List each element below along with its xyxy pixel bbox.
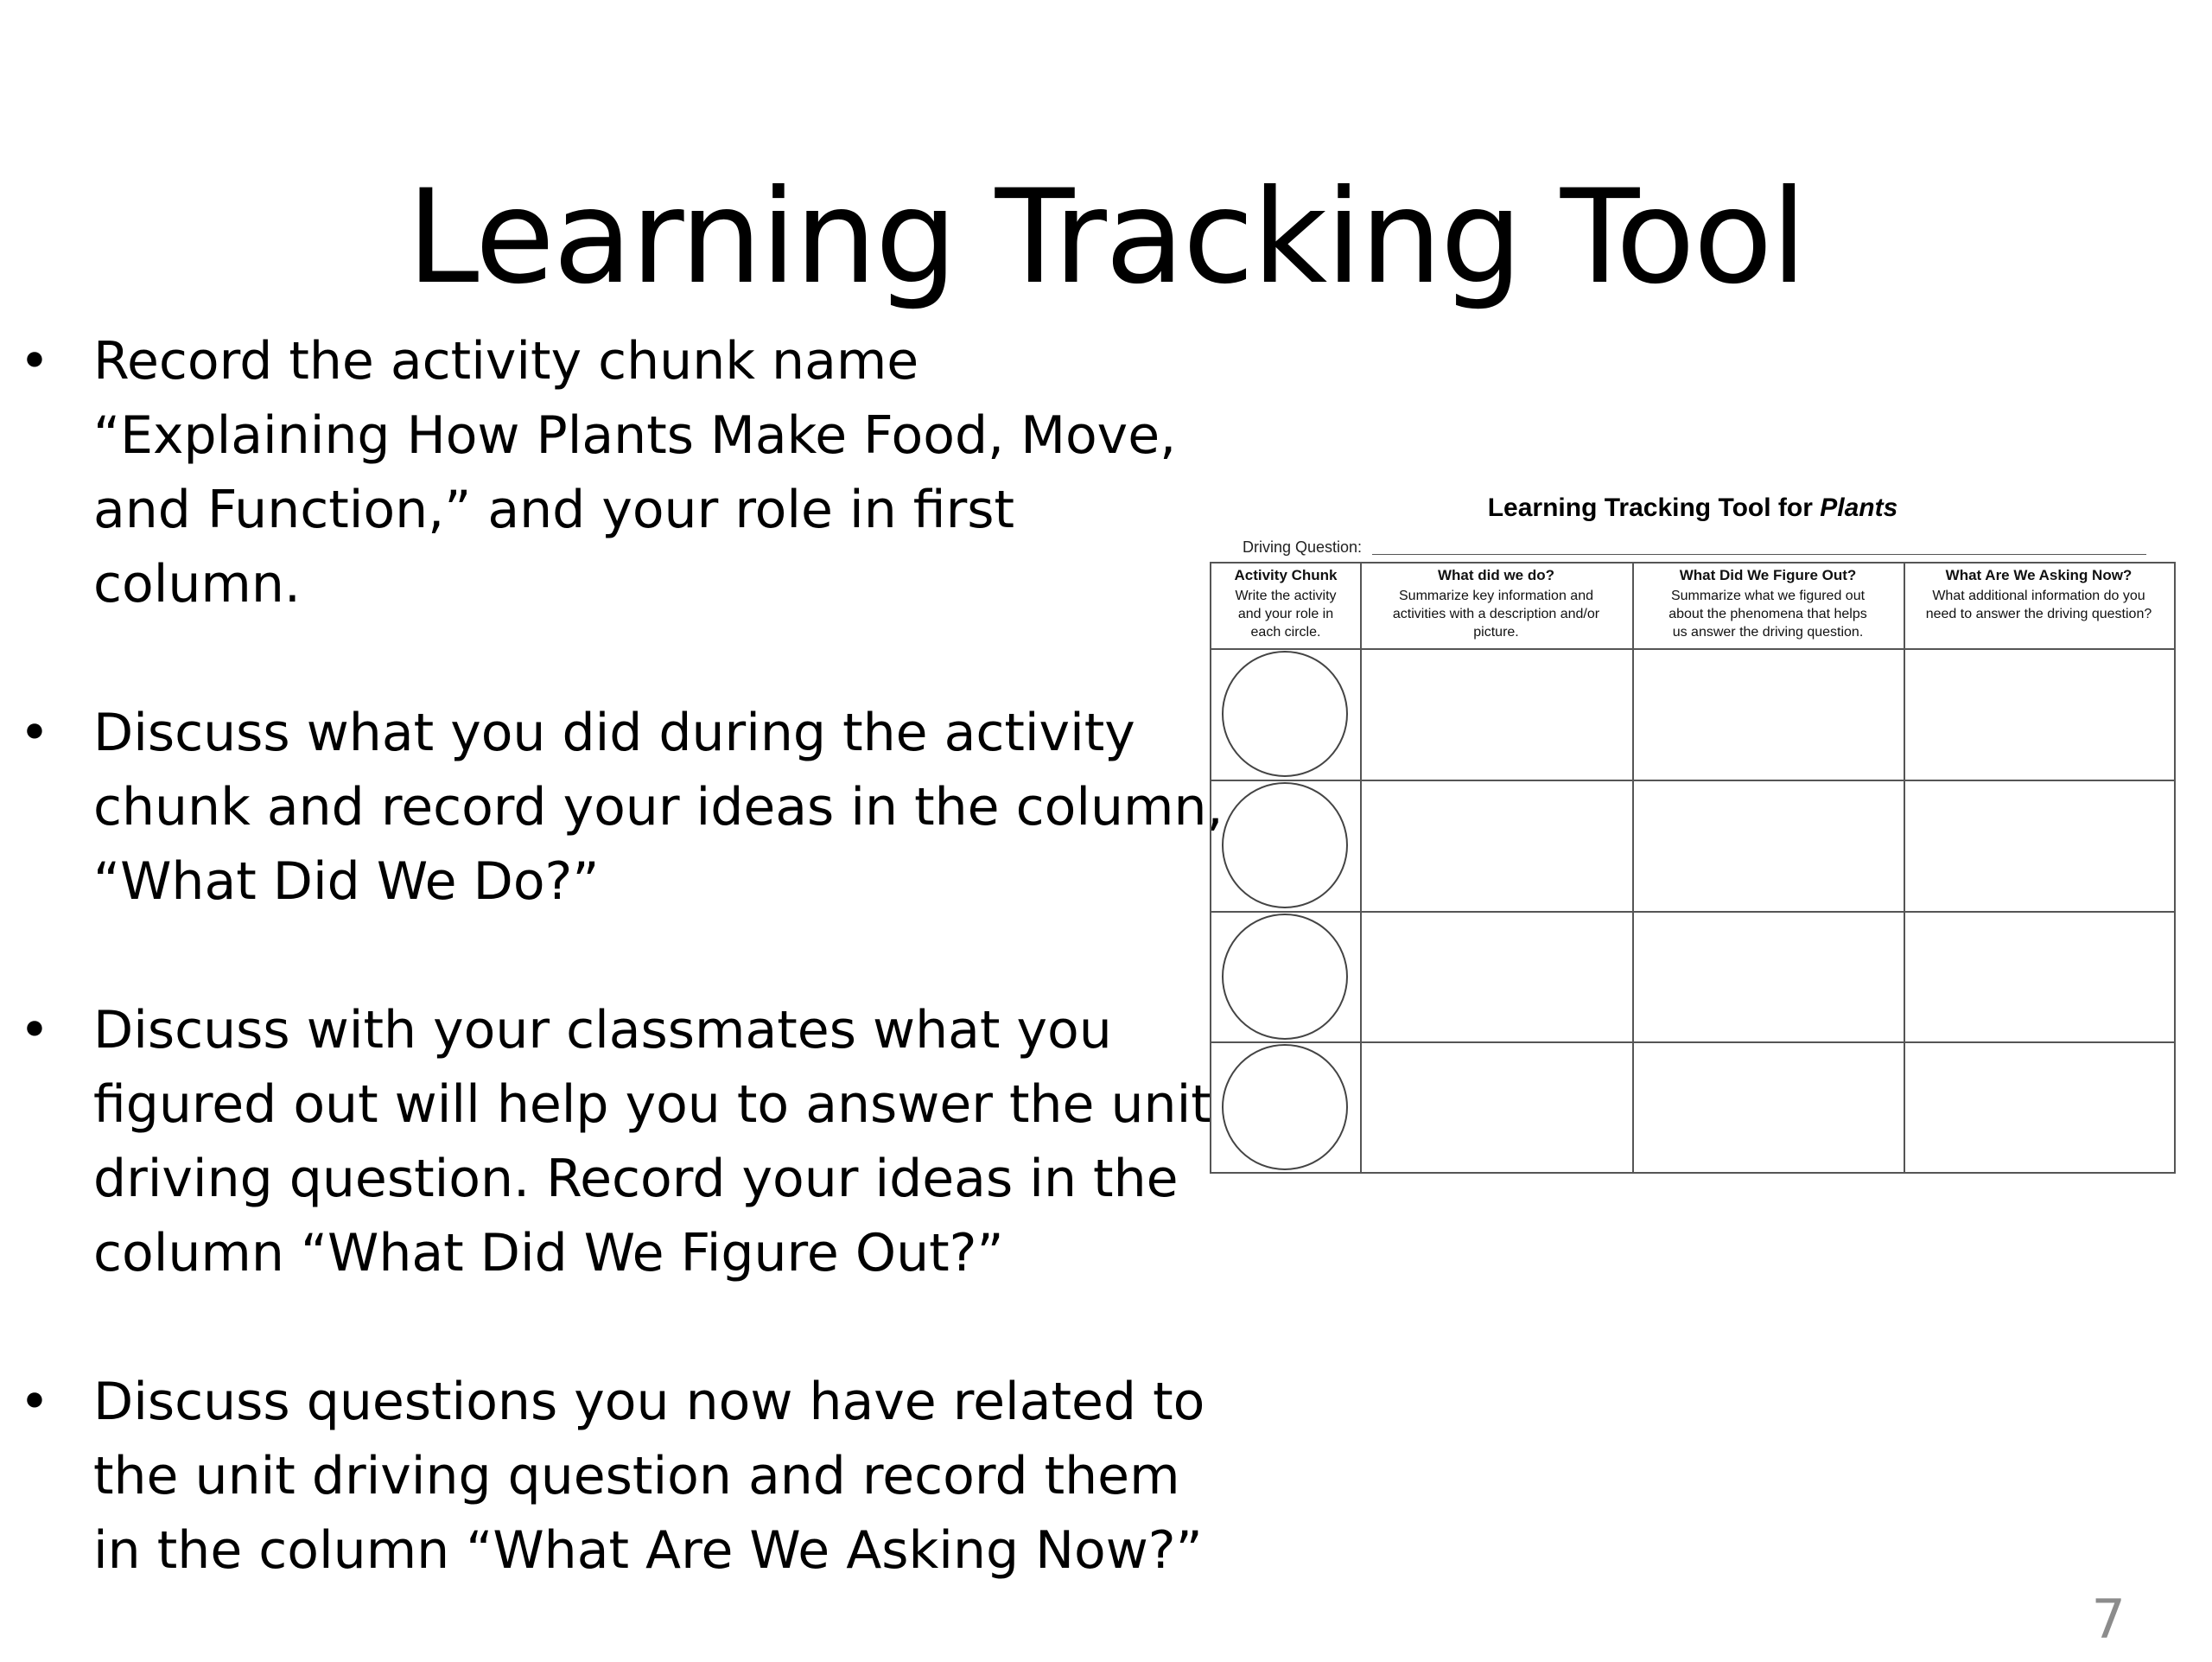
activity-circle <box>1222 651 1348 777</box>
bullet-item <box>17 696 1224 919</box>
bullet-list <box>17 324 1224 1662</box>
column-header-description <box>1360 587 1632 641</box>
row-divider <box>1211 1041 2174 1043</box>
bullet-text-line: “Explaining How Plants Make Food, Move, <box>93 405 1177 466</box>
driving-question-line <box>1372 554 2146 555</box>
column-divider <box>1360 564 1362 1172</box>
bullet-text-line: column “What Did We Figure Out?” <box>93 1223 1004 1283</box>
bullet-text-line: Discuss with your classmates what you <box>93 1000 1112 1060</box>
column-header-what-did-we-do <box>1360 567 1632 641</box>
column-divider <box>1904 564 1905 1172</box>
bullet-text-line: chunk and record your ideas in the column, <box>93 777 1224 837</box>
column-header-description-line: Summarize key information and <box>1399 589 1593 603</box>
bullet-dot-icon: • <box>19 1372 50 1432</box>
bullet-text-line: and Function,” and your role in first <box>93 480 1015 540</box>
bullet-dot-icon: • <box>19 1000 50 1060</box>
bullet-item <box>17 1365 1210 1588</box>
activity-circle <box>1222 914 1348 1040</box>
column-header-description-line: and your role in <box>1237 607 1334 621</box>
column-header-description-line: about the phenomena that helps <box>1669 607 1867 621</box>
column-header-description-line: each circle. <box>1250 625 1321 640</box>
bullet-text-line: in the column “What Are We Asking Now?” <box>93 1520 1203 1581</box>
slide-number: 7 <box>2091 1588 2126 1651</box>
worksheet-title-emphasis: Plants <box>1820 494 1898 522</box>
column-header-description-line: Write the activity <box>1235 589 1337 603</box>
column-header-description-line: What additional information do you <box>1932 589 2145 603</box>
column-header-description-line: picture. <box>1473 625 1519 640</box>
activity-circle <box>1222 1044 1348 1170</box>
bullet-item <box>17 324 1210 621</box>
column-header-title: What Are We Asking Now? <box>1945 567 2133 583</box>
bullet-text-line: Discuss what you did during the activity <box>93 703 1135 763</box>
column-header-description-line: Summarize what we figured out <box>1670 589 1866 603</box>
column-header-description-line: us answer the driving question. <box>1672 625 1864 640</box>
driving-question-label: Driving Question: <box>1243 538 1363 556</box>
bullet-item <box>17 993 1210 1290</box>
bullet-text-line: Discuss questions you now have related to <box>93 1372 1205 1432</box>
slide-title: Learning Tracking Tool <box>406 162 1806 313</box>
column-header-title: Activity Chunk <box>1234 567 1338 583</box>
row-divider <box>1211 911 2174 913</box>
column-header-description-line: need to answer the driving question? <box>1925 607 2152 621</box>
column-header-what-did-we-figure-out <box>1632 567 1904 641</box>
column-header-title: What did we do? <box>1437 567 1555 583</box>
bullet-text-line: driving question. Record your ideas in the <box>93 1149 1179 1209</box>
worksheet-table <box>1210 562 2176 1174</box>
column-header-description <box>1211 587 1360 641</box>
bullet-text-line: column. <box>93 554 301 614</box>
bullet-text-line: “What Did We Do?” <box>93 851 600 912</box>
activity-circle <box>1222 782 1348 908</box>
bullet-text-line: figured out will help you to answer the unit <box>93 1074 1211 1135</box>
bullet-dot-icon: • <box>19 703 50 763</box>
column-header-description-line: activities with a description and/or <box>1392 607 1600 621</box>
column-divider <box>1632 564 1634 1172</box>
column-header-activity-chunk <box>1211 567 1360 641</box>
column-header-description <box>1632 587 1904 641</box>
row-divider <box>1211 648 2174 650</box>
bullet-text-line: Record the activity chunk name <box>93 331 919 392</box>
worksheet-image <box>1210 484 2176 1175</box>
bullet-dot-icon: • <box>19 331 50 392</box>
bullet-text-line: the unit driving question and record them <box>93 1446 1180 1506</box>
worksheet-title-prefix: Learning Tracking Tool for <box>1487 494 1821 522</box>
column-header-what-are-we-asking-now <box>1904 567 2174 623</box>
column-header-description <box>1904 587 2174 623</box>
column-header-title: What Did We Figure Out? <box>1679 567 1857 583</box>
worksheet-title <box>1210 493 2176 524</box>
row-divider <box>1211 780 2174 781</box>
